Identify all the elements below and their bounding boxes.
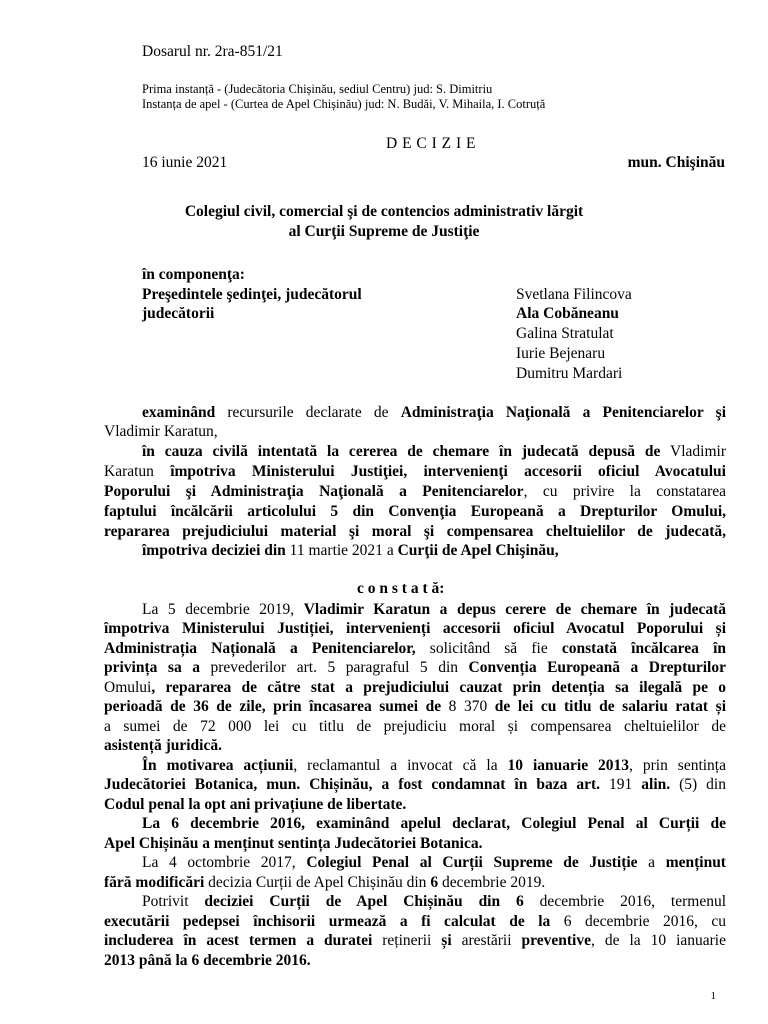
text-span: Potrivit [142, 893, 205, 910]
text-span: decizia Curții de Apel Chișinău [208, 874, 403, 891]
judges-role: judecătorii [142, 305, 215, 322]
intro-line [104, 463, 726, 481]
text-span: decembrie 2019. [438, 874, 546, 891]
body-line: La 6 decembrie 2016, examinând apelul declarat, Colegiul Penal al Curții de [142, 815, 726, 832]
court-line-1: Colegiul civil, comercial şi de contencios administrativ lărgit [184, 203, 584, 220]
text-span: Administrația Națională a Penitenciarelor, [104, 640, 416, 657]
text-span: perioadă de 36 de zile, prin încasarea sumei de [104, 698, 449, 715]
text-span: 10 ianuarie 2013 [507, 757, 630, 774]
text-span: Administraţia Naţională a Penitenciarelor şi [400, 404, 727, 421]
text-span: Karatun [104, 463, 171, 480]
first-instance: Prima instanță - (Judecătoria Chișinău, sediul Centru) jud: S. Dimitriu [142, 82, 493, 96]
text-span: 6 [563, 913, 572, 930]
case-number: Dosarul nr. 2ra-851/21 [142, 43, 283, 60]
decision-title: D E C I Z I E [386, 135, 477, 152]
text-span: a sumei de [104, 718, 201, 735]
text-span: 8 370 [448, 698, 488, 715]
text-span: solicitând să fie [415, 640, 562, 657]
text-span: , de la 10 ianuarie [590, 932, 726, 949]
appeal-instance: Instanța de apel - (Curtea de Apel Chișinău) jud: N. Budăi, V. Mihaila, I. Cotruță [142, 97, 546, 111]
text-span: privința sa a [104, 659, 211, 676]
text-span: a [382, 542, 398, 559]
text-span: Vladimir Karatun a depus cerere de chemare în judecată [303, 601, 727, 618]
text-span: împotriva Ministerului Justiţiei, intervenienţi accesorii oficiul Avocatului [170, 463, 726, 480]
page-number: 1 [710, 990, 716, 1002]
body-line [142, 601, 726, 619]
president-role: Preşedintele şedinţei, judecătorul [142, 286, 362, 303]
text-span: de lei cu titlu de salariu ratat și [487, 698, 726, 715]
text-span: a [637, 854, 666, 871]
text-span: deciziei Curții de Apel Chișinău din 6 [204, 893, 524, 910]
intro-line: faptului încălcării articolului 5 din Convenţia Europeană a Drepturilor Omului, [104, 503, 726, 520]
text-span: decembrie 2016, cu [571, 913, 726, 930]
text-span: Poporului şi Administraţia Naţională a Penitenciarelor [104, 483, 524, 500]
text-span: . [306, 952, 311, 969]
text-span: examinând [142, 404, 216, 421]
judge-name: Ala Cobăneanu [516, 305, 619, 322]
text-span: Convenția Europeană a Drepturilor [468, 659, 726, 676]
text-span: 6 [430, 874, 439, 891]
text-span: Curţii de Apel Chişinău, [397, 542, 559, 559]
text-span: 72 000 [200, 718, 252, 735]
text-span: , cu privire la constatarea [523, 483, 726, 500]
text-span: În motivarea acțiunii [142, 757, 294, 774]
text-span: (5) din [670, 776, 726, 793]
text-span: prevederilor art. 5 paragraful 5 din [210, 659, 469, 676]
constata-heading: c o n s t a t ă: [357, 580, 445, 597]
president-name: Svetlana Filincova [516, 286, 632, 303]
decision-place: mun. Chişinău [627, 154, 725, 171]
text-span: Vladimir [660, 443, 726, 460]
text-span: împotriva deciziei din [142, 542, 290, 559]
text-span: și [431, 932, 462, 949]
composition-label: în componenţa: [142, 266, 245, 283]
text-span: , repararea de către stat a prejudiciului cauzat prin detenția sa ilegală pe o [151, 679, 726, 696]
text-span: La 5 decembrie 2019, [142, 601, 304, 618]
text-span: arestării [461, 932, 512, 949]
text-span: 2013 până la [104, 952, 192, 969]
body-line [104, 952, 311, 970]
text-span: recursurile declarate de [215, 404, 401, 421]
intro-line [142, 404, 726, 422]
judge-name: Galina Stratulat [516, 325, 614, 342]
text-span: , reclamantul a invocat că la [293, 757, 508, 774]
text-span: din [402, 874, 431, 891]
body-line [104, 698, 726, 716]
body-line [104, 640, 726, 658]
intro-line [104, 483, 726, 501]
text-span: 191 [609, 776, 633, 793]
text-span: 11 martie 2021 [289, 542, 383, 559]
text-span: constată încălcarea în [561, 640, 726, 657]
body-line [104, 776, 726, 794]
body-line [104, 932, 726, 950]
body-line [104, 659, 726, 677]
judge-name: Dumitru Mardari [516, 365, 623, 382]
body-line: Codul penal la opt ani privațiune de libertate. [104, 796, 407, 813]
decision-date: 16 iunie 2021 [142, 154, 228, 171]
body-line [142, 854, 726, 872]
body-line [142, 757, 726, 775]
intro-line [142, 443, 726, 461]
text-span: lei cu titlu de prejudiciu moral și compensarea cheltuielilor de [251, 718, 726, 735]
text-span: Judecătoriei Botanica, mun. Chișinău, a fost condamnat în baza art. [104, 776, 610, 793]
text-span: , prin sentința [629, 757, 726, 774]
text-span: includerea în acest termen a duratei [104, 932, 383, 949]
text-span: 6 decembrie 2016 [191, 952, 307, 969]
court-line-2: al Curţii Supreme de Justiţie [288, 223, 480, 240]
intro-line [142, 542, 559, 560]
text-span: La 4 octombrie 2017, [142, 854, 307, 871]
text-span: menținut [665, 854, 726, 871]
text-span: reținerii [382, 932, 432, 949]
body-line [104, 718, 726, 736]
text-span: fără modificări [104, 874, 209, 891]
text-span: în cauza civilă intentată la cererea de chemare în judecată depusă de [142, 443, 661, 460]
text-span: executării pedepsei închisorii urmează a fi calculat de la [104, 913, 564, 930]
body-line [104, 874, 545, 892]
body-line [104, 679, 726, 697]
body-line: Apel Chișinău a menținut sentința Judecătoriei Botanica. [104, 835, 483, 852]
text-span: preventive [511, 932, 591, 949]
body-line [104, 913, 726, 931]
intro-line: Vladimir Karatun, [104, 423, 218, 440]
judge-name: Iurie Bejenaru [516, 345, 606, 362]
text-span: alin. [632, 776, 671, 793]
text-span: Colegiul Penal al Curții Supreme de Justiție [306, 854, 638, 871]
body-line [142, 893, 726, 911]
text-span: decembrie 2016, termenul [523, 893, 727, 910]
body-line: împotriva Ministerului Justiției, intervenienți accesorii oficiul Avocatul Poporului și [104, 620, 726, 637]
intro-line: repararea prejudiciului material şi moral şi compensarea cheltuielilor de judecată, [104, 523, 726, 540]
body-line: asistență juridică. [104, 737, 222, 754]
text-span: Omului [104, 679, 152, 696]
